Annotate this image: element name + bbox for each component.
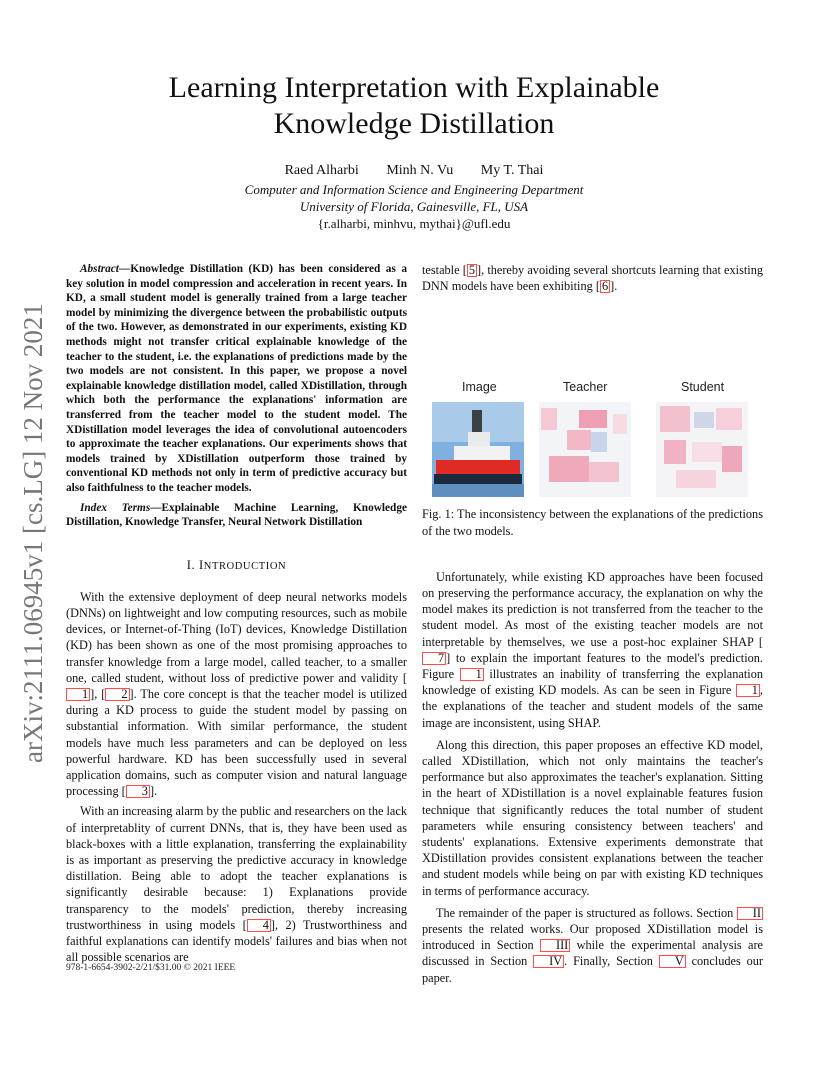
intro-paragraph-1: With the extensive deployment of deep neural networks models (DNNs) on lightweight and low computing resources, such as mobile devices, or Internet-of-Thing (IoT) devices, Knowledge Distillation (KD) has been shown as one of the most promising approaches to transfer knowledge from a large model, called teacher, to a smaller one, called student, without loss of predictive power and validity [1 ], [ 2 ]. The core concept is that the teacher model is utilized during a KD process to guide the student model by passing on substantial information. With similar performance, the student models have much less parameters and can be deployed on less powerful hardware. KD has been successfully used in several application domains, such as computer vision and natural language processing [ 3 ]. [66,589,407,799]
citation-link[interactable]: 4 [247,919,271,932]
intro-paragraph-4: Along this direction, this paper proposes an effective KD model, called XDistillation, which not only maintains the teacher's performance but also approximates the teacher's explanation. Sitting in the heart of XDistillation is a novel explainable features fusion technique that significantly reduces the total number of student parameters while ensuring consistency between teachers' and students' explanations. Extensive experiments demonstrate that XDistillation provides consistent explanations between the teacher and student models while being on par with existing KD techniques in terms of performance accuracy. [422,737,763,898]
arxiv-stamp [14,283,50,763]
citation-link[interactable]: 2 [105,688,129,701]
figure-1 [422,312,763,502]
section-ref-link[interactable]: III [540,939,570,952]
arxiv-stamp-text: arXiv:2111.06945v1 [cs.LG] 12 Nov 2021 [18,303,48,763]
section-heading-introduction: I. INTRODUCTION [186,557,287,572]
figure-label-student: Student [681,380,725,395]
intro-paragraph-5: The remainder of the paper is structured as follows. Section II presents the related works. Our proposed XDistillation model is introduced in Section III while the experimental analysis are discussed in Section IV . Finally, Section V concludes our paper. [422,905,764,985]
right-column [422,262,763,986]
figure-label-teacher: Teacher [563,380,608,395]
paper-title [0,70,828,142]
intro-paragraph-2: With an increasing alarm by the public and researchers on the lack of interpretablity of current DNNs, that is, they have been used as black-boxes with a little explanation, transferring the explainability is as important as preserving the predictive accuracy in knowledge distillation. Being able to adopt the teacher explanations is significantly desirable because: 1) Explanations provide transparency to the models' prediction, thereby increasing trustworthiness in using models [ 4 ], 2) Trustworthiness and faithful explanations can identify models' failures and bias when not all possible scenarios are [66,804,407,965]
author-list [0,162,828,180]
citation-link[interactable]: 1 [66,688,90,701]
intro-paragraph-3: Unfortunately, while existing KD approaches have been focused on preserving the performance accuracy, the explanation on why the model makes its prediction is not transferred from the teacher to the student model. As most of the existing teacher models are not interpretable by themselves, we use a post-hoc explainer SHAP [7 ] to explain the important features to the model's prediction. Figure 1 illustrates an inability of transferring the explanation knowledge of existing KD models. As can be seen in Figure 1 , the explanations of the teacher and student models of the same image are inconsistent, using SHAP. [422,569,763,730]
index-terms-text: —Explainable Machine Learning, Knowledge Distillation, Knowledge Transfer, Neural Network Distillation [66,501,407,529]
author-name: My T. Thai [480,163,544,178]
figure-input-image [432,402,524,497]
abstract-text: —Knowledge Distillation (KD) has been considered as a key solution in model compression and acceleration in recent years. In KD, a small student model is generally trained from a large teacher model by minimizing the divergence between the probabilistic outputs of the two. However, as demonstrated in our experiments, existing KD methods might not transfer critical explainable knowledge of the teacher to the student, i.e. the explanations of predictions made by the two models are not consistent. In this paper, we propose a novel explainable knowledge distillation model, called XDistillation, through which both the performance the explanations' information are transferred from the teacher model to the student model. The XDistillation model leverages the idea of convolutional autoencoders to approximate the teacher explanations. Our experiments shows that models trained by XDistillation outperform those trained by conventional KD methods not only in term of predictive accuracy but also faithfulness to the teacher models. [66,263,407,494]
figure-ref-link[interactable]: 1 [460,668,484,681]
author-name: Minh N. Vu [386,163,454,178]
title-line-2: Knowledge Distillation [273,107,555,140]
left-column [66,262,407,965]
section-ref-link[interactable]: V [659,955,686,968]
index-terms-lead: Index Terms [80,501,151,514]
intro-paragraph-continued: testable [ 5 ], thereby avoiding several shortcuts learning that existing DNN models have been exhibiting [ 6 ]. [422,263,764,294]
citation-link[interactable]: 7 [422,652,446,665]
section-ref-link[interactable]: II [737,907,763,920]
affiliation-department: Computer and Information Science and Engineering Department [244,182,584,197]
figure-ref-link[interactable]: 1 [736,684,760,697]
index-terms [66,501,407,530]
copyright-footer: 978-1-6654-3902-2/21/$31.00 © 2021 IEEE [66,963,236,973]
affiliation-university: University of Florida, Gainesville, FL, USA [299,199,529,214]
abstract-lead: Abstract [80,263,119,275]
citation-link[interactable]: 5 [468,263,475,277]
figure-label-image: Image [462,380,497,395]
author-name: Raed Alharbi [284,163,359,178]
figure-1-caption: Fig. 1: The inconsistency between the explanations of the predictions of the two models. [422,507,763,538]
figure-student-explanation [656,402,748,497]
title-line-1: Learning Interpretation with Explainable [168,71,660,104]
section-ref-link[interactable]: IV [533,955,564,968]
citation-link[interactable]: 6 [601,279,609,294]
abstract [66,262,407,496]
author-emails: {r.alharbi, minhvu, mythai}@ufl.edu [317,216,511,231]
figure-teacher-explanation [539,402,631,497]
citation-link[interactable]: 3 [126,785,150,798]
